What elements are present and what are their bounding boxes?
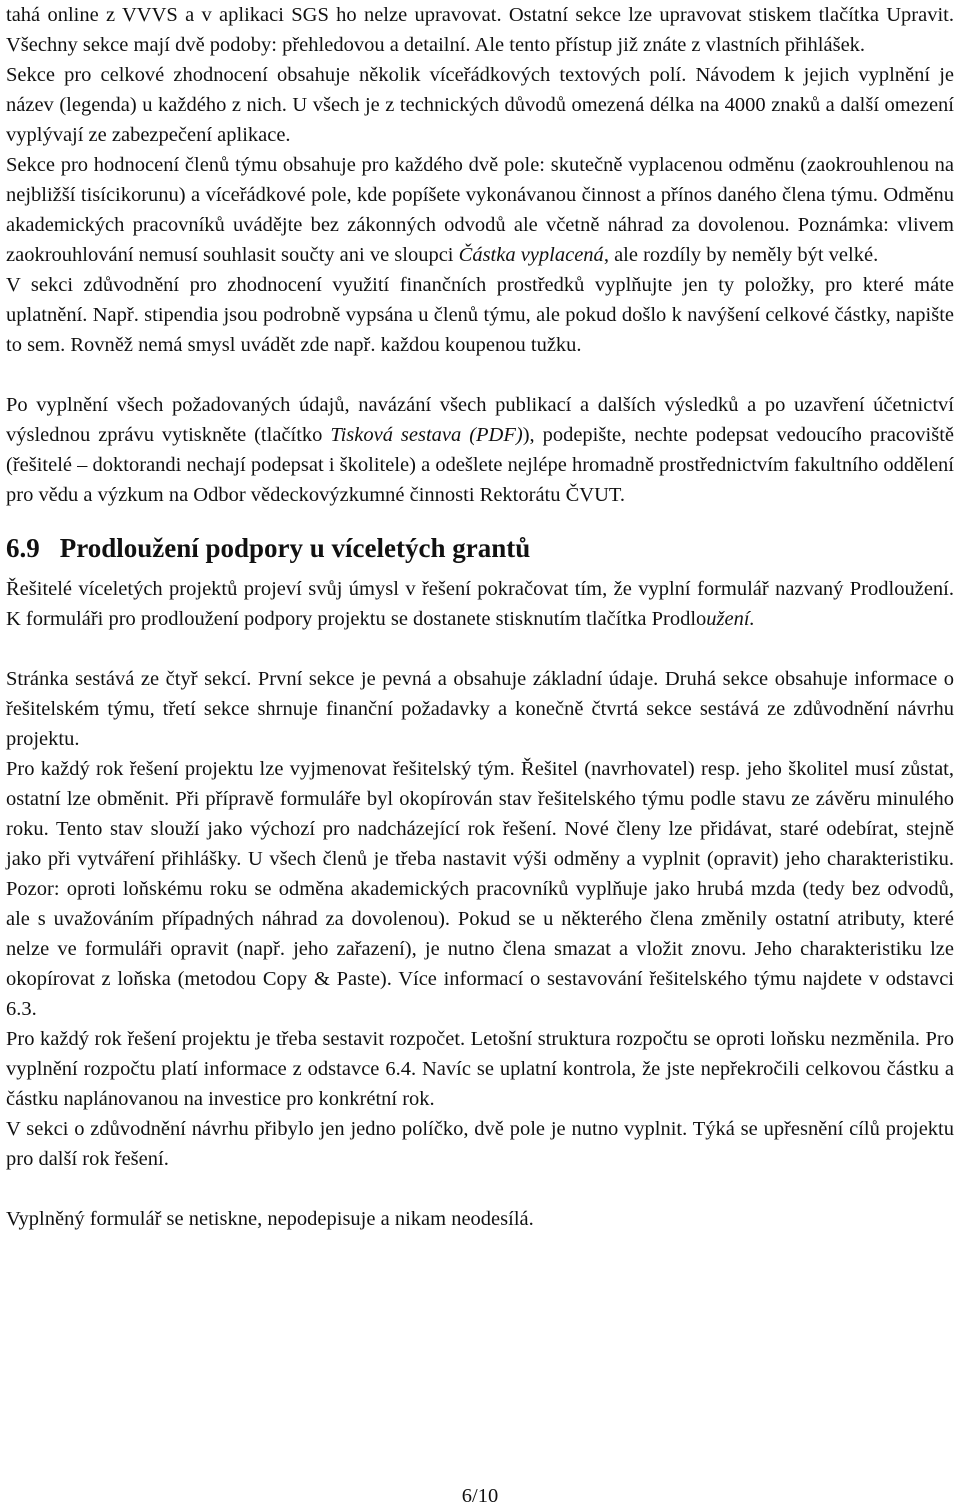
emphasis-extension-button: užení. [706, 608, 755, 630]
emphasis-print-button: Tisková sestava (PDF) [330, 424, 523, 446]
section-number: 6.9 [6, 533, 40, 563]
spacer [6, 360, 954, 390]
paragraph-financial-justification: V sekci zdůvodnění pro zhodnocení využití finančních prostředků vyplňujte jen ty položky, pro které máte uplatnění. Např. stipendia jsou podrobně vypsána u členů týmu, ale pokud došlo k navýšení celkové částky, napište to sem. Rovněž nemá smysl uvádět zde např. každou koupenou tužku. [6, 274, 954, 356]
section-title: Prodloužení podpory u víceletých grantů [59, 533, 531, 563]
emphasis-amount-paid: Částka vyplacená [458, 244, 604, 266]
paragraph-intro: tahá online z VVVS a v aplikaci SGS ho nelze upravovat. Ostatní sekce lze upravovat stiskem tlačítka Upravit. Všechny sekce mají dvě podoby: přehledovou a detailní. Ale tento přístup již znáte z vlastních přihlášek. [6, 4, 954, 56]
paragraph-team-evaluation [6, 150, 954, 270]
page-number: 6/10 [461, 1485, 499, 1507]
paragraph-page-sections: Stránka sestává ze čtyř sekcí. První sekce je pevná a obsahuje základní údaje. Druhá sekce obsahuje informace o řešitelském týmu, třetí sekce shrnuje finanční požadavky a konečně čtvrtá sekce sestává ze zdůvodnění návrhu projektu. [6, 668, 954, 750]
paragraph-overall-evaluation: Sekce pro celkové zhodnocení obsahuje několik víceřádkových textových polí. Návodem k jejich vyplnění je název (legenda) u každého z nich. U všech je z technických důvodů omezená délka na 4000 znaků a další omezení vyplývají ze zabezpečení aplikace. [6, 64, 954, 146]
text-run: Sekce pro hodnocení členů týmu obsahuje pro každého dvě pole: skutečně vyplacenou odměnu (zaokrouhlenou na nejbližší tisícikorunu) a víceřádkové pole, kde popíšete vykonávanou činnost a přínos daného člena týmu. Odměnu akademických pracovníků uvádějte bez zákonných odvodů ale včetně náhrad za dovolenou. Poznámka: vlivem zaokrouhlování nemusí souhlasit součty ani ve sloupci [6, 154, 954, 266]
paragraph-final-note: Vyplněný formulář se netiskne, nepodepisuje a nikam neodesílá. [6, 1208, 534, 1230]
section-heading [6, 531, 954, 565]
text-run: Řešitelé víceletých projektů projeví svůj úmysl v řešení pokračovat tím, že vyplní formulář nazvaný Prodloužení. K formuláři pro prodloužení podpory projektu se dostanete stisknutím tlačítka Prodlo [6, 578, 954, 630]
paragraph-justification-section: V sekci o zdůvodnění návrhu přibylo jen jedno políčko, dvě pole je nutno vyplnit. Týká se upřesnění cílů projektu pro další rok řešení. [6, 1118, 954, 1170]
paragraph-budget-per-year: Pro každý rok řešení projektu je třeba sestavit rozpočet. Letošní struktura rozpočtu se oproti loňsku nezměnila. Pro vyplnění rozpočtu platí informace z odstavce 6.4. Navíc se uplatní kontrola, že jste nepřekročili celkovou částku a částku naplánovanou na investice pro konkrétní rok. [6, 1028, 954, 1110]
spacer [6, 634, 954, 664]
document-page [6, 0, 954, 1234]
paragraph-extension-intro [6, 574, 954, 634]
text-run: Po vyplnění všech požadovaných údajů, navázání všech publikací a dalších výsledků a po uzavření účetnictví výslednou zprávu vytiskněte (tlačítko [6, 394, 954, 446]
spacer [6, 1174, 954, 1204]
paragraph-team-per-year: Pro každý rok řešení projektu lze vyjmenovat řešitelský tým. Řešitel (navrhovatel) resp. jeho školitel musí zůstat, ostatní lze obměnit. Při přípravě formuláře byl okopírován stav řešitelského týmu podle stavu ze závěru minulého roku. Tento stav slouží jako výchozí pro nadcházející rok řešení. Nové členy lze přidávat, staré odebírat, stejně jako při vytváření přihlášky. U všech členů je třeba nastavit výši odměny a vyplnit (opravit) jeho charakteristiku. Pozor: oproti loňskému roku se odměna akademických pracovníků vyplňuje jako hrubá mzda (tedy bez odvodů, ale s uvažováním případných náhrad za dovolenou). Pokud se u některého člena změnily ostatní atributy, které nelze ve formuláři opravit (např. jeho zařazení), je nutno člena smazat a vložit znovu. Jeho charakteristiku lze okopírovat z loňska (metodou Copy & Paste). Více informací o sestavování řešitelského týmu najdete v odstavci 6.3. [6, 758, 954, 1020]
text-run: , ale rozdíly by neměly být velké. [603, 244, 879, 266]
paragraph-print-report [6, 390, 954, 510]
text-run: ), podepište, nechte podepsat vedoucího pracoviště (řešitelé – doktorandi nechají podepsat i školitele) a odešlete nejlépe hromadně prostřednictvím fakultního oddělení pro vědu a výzkum na Odbor vědeckovýzkumné činnosti Rektorátu ČVUT. [6, 424, 954, 506]
